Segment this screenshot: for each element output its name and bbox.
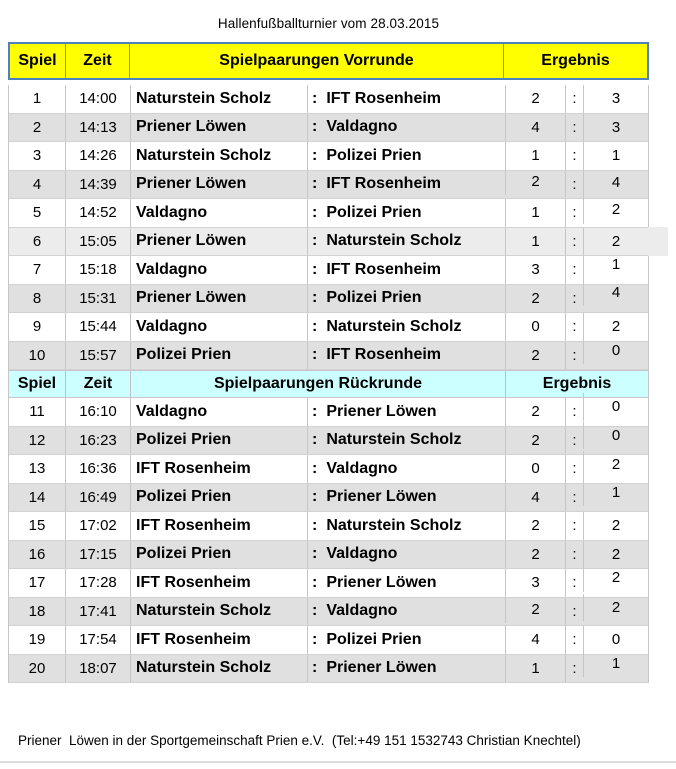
pairing-colon: : (312, 89, 318, 107)
home-score: 4 (505, 626, 565, 654)
away-score: 0 (583, 422, 648, 450)
match-number: 11 (29, 403, 45, 421)
away-score: 0 (583, 393, 648, 421)
home-team: Priener Löwen (130, 114, 307, 142)
away-pairing-cell (307, 199, 505, 227)
away-team: Priener Löwen (326, 573, 437, 591)
match-row (9, 427, 648, 456)
match-number: 10 (28, 346, 46, 364)
header-pairings-vorrunde: Spielpaarungen Vorrunde (129, 44, 503, 78)
home-team: Naturstein Scholz (130, 655, 307, 683)
match-time: 15:44 (65, 313, 130, 341)
match-row (9, 655, 648, 684)
away-score: 1 (583, 142, 648, 170)
match-row (9, 484, 648, 513)
match-number: 3 (32, 147, 42, 165)
header-spiel: Spiel (18, 52, 57, 69)
match-time: 14:26 (65, 142, 130, 170)
header-spiel: Spiel (17, 375, 57, 392)
away-pairing-cell (307, 512, 505, 540)
header-zeit: Zeit (65, 371, 130, 397)
match-time: 16:36 (65, 455, 130, 483)
footer-contact: Priener Löwen in der Sportgemeinschaft Prien e.V. (Tel:+49 151 1532743 Christian Knechtel) (18, 733, 581, 748)
away-score: 0 (583, 337, 648, 365)
home-team: Priener Löwen (130, 171, 307, 199)
away-team: Priener Löwen (326, 402, 437, 420)
score-colon: : (565, 142, 583, 170)
home-score: 4 (505, 484, 565, 512)
away-team: Valdagno (326, 459, 398, 477)
pairing-colon: : (312, 602, 318, 620)
match-time: 17:15 (65, 541, 130, 569)
match-row (9, 228, 648, 257)
match-time: 14:52 (65, 199, 130, 227)
away-score: 2 (583, 228, 648, 256)
home-score: 2 (505, 342, 565, 370)
away-pairing-cell (307, 569, 505, 597)
home-score: 1 (505, 142, 565, 170)
away-score: 2 (583, 313, 648, 341)
home-team: IFT Rosenheim (130, 455, 307, 483)
home-team: IFT Rosenheim (130, 626, 307, 654)
score-colon: : (565, 598, 583, 626)
away-score: 4 (583, 169, 648, 197)
score-colon: : (565, 398, 583, 426)
score-colon: : (565, 85, 583, 113)
home-score: 1 (505, 655, 565, 683)
rueckrunde-rows (8, 398, 649, 683)
match-row (9, 114, 648, 143)
away-team: Naturstein Scholz (326, 431, 462, 449)
away-team: IFT Rosenheim (326, 260, 442, 278)
match-row (9, 313, 648, 342)
away-team: Naturstein Scholz (326, 317, 462, 335)
match-row (9, 199, 648, 228)
match-number: 19 (28, 631, 46, 649)
away-team: Valdagno (326, 545, 398, 563)
match-time: 15:31 (65, 285, 130, 313)
away-team: Polizei Prien (326, 146, 422, 164)
home-score: 2 (505, 285, 565, 313)
score-colon: : (565, 484, 583, 512)
pairing-colon: : (312, 488, 318, 506)
match-row (9, 541, 648, 570)
away-team: IFT Rosenheim (326, 89, 442, 107)
away-pairing-cell (307, 626, 505, 654)
match-row (9, 626, 648, 655)
header-ergebnis-vorrunde: Ergebnis (503, 44, 647, 78)
away-pairing-cell (307, 541, 505, 569)
match-time: 18:07 (65, 655, 130, 683)
away-score: 2 (583, 512, 648, 540)
match-number: 7 (32, 261, 42, 279)
away-pairing-cell (307, 142, 505, 170)
match-time: 17:54 (65, 626, 130, 654)
home-team: Valdagno (130, 199, 307, 227)
pairing-colon: : (312, 459, 318, 477)
away-team: Polizei Prien (326, 289, 422, 307)
match-row (9, 512, 648, 541)
pairing-colon: : (312, 659, 318, 677)
match-row (9, 342, 648, 371)
away-team: IFT Rosenheim (326, 346, 442, 364)
match-row (9, 285, 648, 314)
match-number: 9 (32, 318, 42, 336)
home-team: IFT Rosenheim (130, 569, 307, 597)
away-team: Naturstein Scholz (326, 516, 462, 534)
match-row (9, 569, 648, 598)
away-pairing-cell (307, 114, 505, 142)
match-time: 16:23 (65, 427, 130, 455)
pairing-colon: : (312, 232, 318, 250)
home-team: Polizei Prien (130, 484, 307, 512)
match-number: 5 (32, 204, 42, 222)
home-score: 2 (505, 512, 565, 540)
pairing-colon: : (312, 289, 318, 307)
score-colon: : (565, 171, 583, 199)
home-score: 2 (505, 85, 565, 113)
away-team: Polizei Prien (326, 203, 422, 221)
match-time: 15:05 (65, 228, 130, 256)
pairing-colon: : (312, 516, 318, 534)
home-team: Polizei Prien (130, 342, 307, 370)
away-team: Valdagno (326, 602, 398, 620)
score-colon: : (565, 427, 583, 455)
away-pairing-cell (307, 455, 505, 483)
score-colon: : (565, 455, 583, 483)
away-pairing-cell (307, 655, 505, 683)
match-time: 17:41 (65, 598, 130, 626)
away-pairing-cell (307, 85, 505, 113)
away-score: 2 (583, 196, 648, 224)
away-pairing-cell (307, 427, 505, 455)
score-colon: : (565, 512, 583, 540)
away-score: 3 (583, 114, 648, 142)
match-row (9, 142, 648, 171)
score-colon: : (565, 228, 583, 256)
match-row (9, 171, 648, 200)
header-pairings-rueckrunde: Spielpaarungen Rückrunde (130, 371, 505, 397)
home-score: 2 (505, 427, 565, 455)
home-score: 3 (505, 256, 565, 284)
match-row (9, 85, 648, 114)
away-pairing-cell (307, 342, 505, 370)
pairing-colon: : (312, 175, 318, 193)
score-colon: : (565, 199, 583, 227)
away-pairing-cell (307, 598, 505, 626)
away-pairing-cell (307, 228, 505, 256)
match-time: 15:57 (65, 342, 130, 370)
header-zeit: Zeit (65, 44, 129, 78)
match-time: 14:00 (65, 85, 130, 113)
home-team: Priener Löwen (130, 285, 307, 313)
page-title: Hallenfußballturnier vom 28.03.2015 (217, 16, 440, 31)
match-row (9, 398, 648, 427)
away-score: 2 (583, 594, 648, 622)
score-colon: : (565, 342, 583, 370)
away-team: Polizei Prien (326, 630, 422, 648)
away-team: Valdagno (326, 118, 398, 136)
match-number: 17 (28, 574, 46, 592)
pairing-colon: : (312, 545, 318, 563)
away-score: 3 (583, 85, 648, 113)
match-number: 8 (32, 289, 42, 307)
home-team: Valdagno (130, 398, 307, 426)
match-number: 14 (28, 488, 46, 506)
match-number: 2 (32, 118, 42, 136)
home-team: Polizei Prien (130, 541, 307, 569)
match-number: 18 (28, 602, 46, 620)
header-ergebnis-rueckrunde: Ergebnis (505, 371, 648, 397)
score-colon: : (565, 541, 583, 569)
home-score: 0 (505, 313, 565, 341)
match-time: 16:10 (65, 398, 130, 426)
match-number: 4 (32, 175, 42, 193)
pairing-colon: : (312, 402, 318, 420)
away-score: 2 (583, 564, 648, 592)
home-team: Polizei Prien (130, 427, 307, 455)
rueckrunde-header-row (8, 370, 649, 398)
away-team: Priener Löwen (326, 659, 437, 677)
score-colon: : (565, 569, 583, 597)
match-row (9, 256, 648, 285)
away-score: 1 (583, 479, 648, 507)
home-team: IFT Rosenheim (130, 512, 307, 540)
home-team: Valdagno (130, 313, 307, 341)
pairing-colon: : (312, 346, 318, 364)
match-number: 6 (32, 232, 42, 250)
away-pairing-cell (307, 484, 505, 512)
pairing-colon: : (312, 431, 318, 449)
pairing-colon: : (312, 146, 318, 164)
away-score: 2 (583, 451, 648, 479)
pairing-colon: : (312, 317, 318, 335)
score-colon: : (565, 256, 583, 284)
score-colon: : (565, 114, 583, 142)
away-score: 0 (583, 626, 648, 654)
away-score: 2 (583, 541, 648, 569)
home-score: 1 (505, 199, 565, 227)
away-team: Priener Löwen (326, 488, 437, 506)
home-team: Naturstein Scholz (130, 85, 307, 113)
match-time: 14:39 (65, 171, 130, 199)
away-pairing-cell (307, 313, 505, 341)
match-row (9, 455, 648, 484)
away-score: 4 (583, 279, 648, 307)
match-number: 13 (28, 460, 46, 478)
score-colon: : (565, 626, 583, 654)
home-team: Priener Löwen (130, 228, 307, 256)
away-score: 1 (583, 251, 648, 279)
pairing-colon: : (312, 118, 318, 136)
tournament-table (8, 42, 649, 683)
vorrunde-rows (8, 85, 649, 370)
vorrunde-header-row (8, 42, 649, 80)
match-row (9, 598, 648, 627)
match-time: 16:49 (65, 484, 130, 512)
pairing-colon: : (312, 203, 318, 221)
match-time: 15:18 (65, 256, 130, 284)
away-pairing-cell (307, 256, 505, 284)
away-pairing-cell (307, 171, 505, 199)
away-score: 1 (583, 650, 648, 678)
score-colon: : (565, 313, 583, 341)
pairing-colon: : (312, 260, 318, 278)
score-colon: : (565, 655, 583, 683)
match-number: 15 (28, 517, 46, 535)
home-score: 2 (505, 398, 565, 426)
match-time: 17:02 (65, 512, 130, 540)
home-score: 0 (505, 455, 565, 483)
bottom-divider (0, 761, 676, 763)
away-team: Naturstein Scholz (326, 232, 462, 250)
home-score: 2 (505, 168, 565, 196)
match-number: 1 (32, 90, 42, 108)
home-score: 2 (505, 541, 565, 569)
pairing-colon: : (312, 630, 318, 648)
match-number: 16 (28, 545, 46, 563)
match-number: 12 (28, 431, 46, 449)
home-team: Valdagno (130, 256, 307, 284)
home-score: 4 (505, 114, 565, 142)
home-team: Naturstein Scholz (130, 142, 307, 170)
home-team: Naturstein Scholz (130, 598, 307, 626)
away-team: IFT Rosenheim (326, 175, 442, 193)
away-pairing-cell (307, 398, 505, 426)
away-pairing-cell (307, 285, 505, 313)
home-score: 2 (505, 596, 565, 624)
match-number: 20 (28, 659, 46, 677)
score-colon: : (565, 285, 583, 313)
match-time: 17:28 (65, 569, 130, 597)
home-score: 1 (505, 228, 565, 256)
match-time: 14:13 (65, 114, 130, 142)
pairing-colon: : (312, 573, 318, 591)
home-score: 3 (505, 569, 565, 597)
